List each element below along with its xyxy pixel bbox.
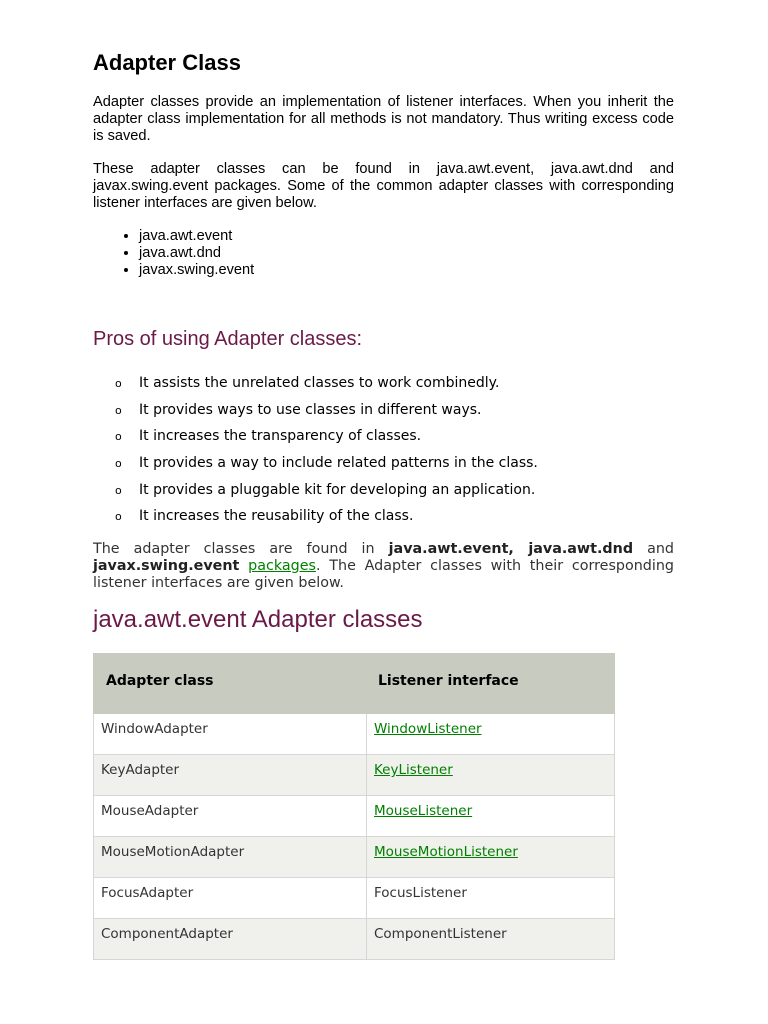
listener-link[interactable]: MouseListener (374, 803, 473, 819)
page-title: Adapter Class (93, 50, 241, 75)
circle-bullet-icon: o (115, 403, 122, 417)
list-item: o It assists the unrelated classes to work combinedly. (115, 375, 500, 391)
listener-cell (367, 837, 615, 878)
listener-cell: ComponentListener (367, 919, 615, 960)
list-item: o It provides a pluggable kit for developing an application. (115, 481, 536, 498)
circle-bullet-icon: o (115, 510, 122, 524)
listener-link[interactable]: KeyListener (374, 762, 453, 778)
pros-list (93, 374, 538, 534)
packages-link[interactable]: packages (248, 557, 316, 574)
adapter-cell: WindowAdapter (94, 714, 367, 755)
pros-heading: Pros of using Adapter classes: (93, 328, 363, 350)
awt-section-heading: java.awt.event Adapter classes (93, 606, 423, 633)
adapter-cell: KeyAdapter (94, 755, 367, 796)
table-row (94, 837, 615, 878)
listener-cell (367, 755, 615, 796)
listener-link[interactable]: MouseMotionListener (374, 844, 518, 860)
circle-bullet-icon: o (115, 457, 122, 471)
adapter-cell: MouseMotionAdapter (94, 837, 367, 878)
adapter-cell: MouseAdapter (94, 796, 367, 837)
list-item: o It increases the transparency of classes. (115, 428, 422, 445)
bold-packages: java.awt.event, java.awt.dnd (388, 541, 634, 557)
table-row (94, 919, 615, 960)
package-list (93, 228, 254, 278)
circle-bullet-icon: o (115, 483, 122, 497)
listener-link[interactable]: WindowListener (374, 721, 482, 737)
adapter-table (93, 653, 615, 960)
column-header-listener: Listener interface (367, 654, 615, 714)
adapter-cell: ComponentAdapter (94, 919, 367, 960)
intro-paragraph: Adapter classes provide an implementation of listener interfaces. When you inherit the adapter class implementation for all methods is not mandatory. Thus writing excess code is saved. (93, 94, 674, 144)
table-row (94, 878, 615, 919)
bold-package: javax.swing.event (93, 557, 240, 574)
found-paragraph: The adapter classes are found in java.awt.event, java.awt.dnd and javax.swing.event packages. The Adapter classes with their corresponding listener interfaces are given below. (93, 541, 674, 591)
circle-bullet-icon: o (115, 430, 122, 444)
list-item: o It increases the reusability of the class. (115, 508, 414, 525)
adapter-cell: FocusAdapter (94, 878, 367, 919)
listener-cell (367, 796, 615, 837)
table-header-row (94, 654, 615, 714)
column-header-adapter: Adapter class (94, 654, 367, 714)
list-item: o It provides a way to include related patterns in the class. (115, 455, 538, 472)
list-item: • java.awt.event (139, 228, 254, 245)
table-row (94, 714, 615, 755)
listener-cell: FocusListener (367, 878, 615, 919)
list-item: • javax.swing.event (139, 262, 254, 279)
table-row (94, 755, 615, 796)
circle-bullet-icon: o (115, 377, 122, 390)
list-item: • java.awt.dnd (139, 245, 254, 262)
packages-paragraph: These adapter classes can be found in java.awt.event, java.awt.dnd and javax.swing.event packages. Some of the common adapter classes with corresponding listener interfaces are given below. (93, 161, 674, 211)
list-item: o It provides ways to use classes in different ways. (115, 401, 482, 418)
table-row (94, 796, 615, 837)
listener-cell (367, 714, 615, 755)
